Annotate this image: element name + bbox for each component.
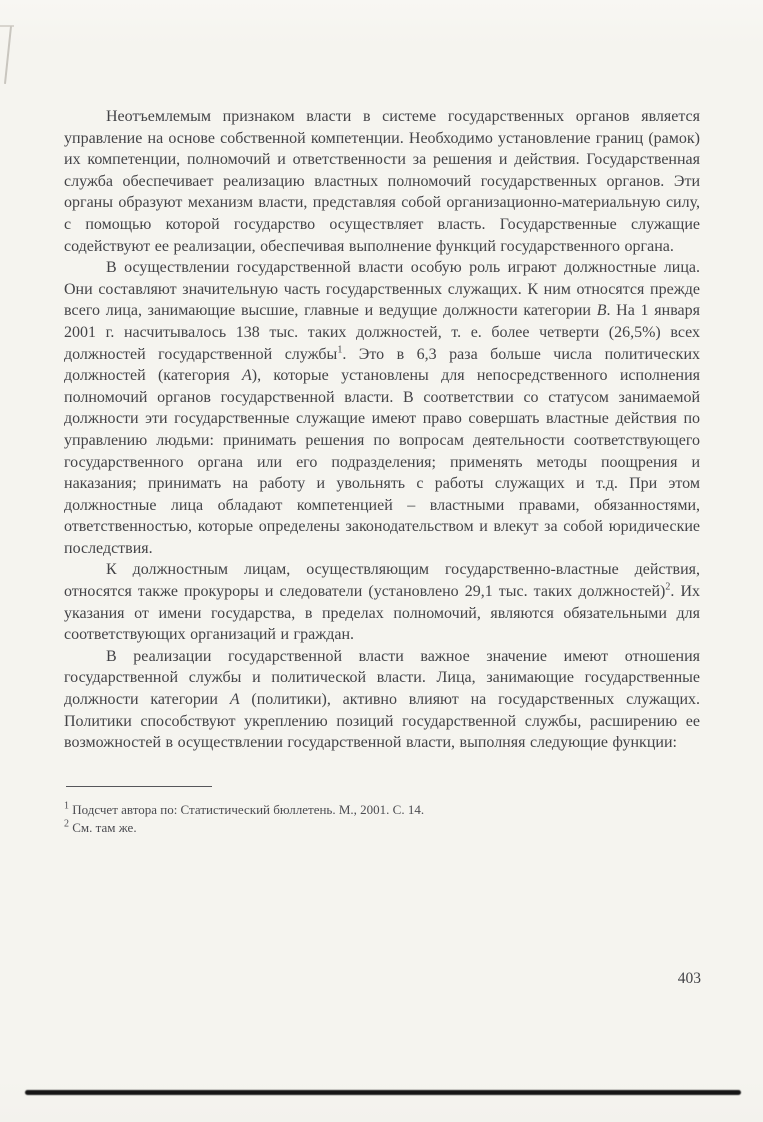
footnote-separator xyxy=(66,786,212,787)
footnote-marker: 1 xyxy=(64,800,69,812)
italic-term: А xyxy=(229,691,240,709)
paragraph xyxy=(64,257,700,559)
text-run: . Их указания от имени государства, в пределах полномочий, являются обязательными для соответствующих организаций и граждан. xyxy=(64,583,701,644)
text-run: . На 1 января 2001 г. насчитывалось 138 тыс. таких должностей, т. е. более четверти (26,5%) всех должностей государственной службы xyxy=(64,302,700,363)
text-run: (политики), активно влияют на государственных служащих. Политики способствуют укреплению позиций государственной службы, расширению ее возможностей в осуществлении государственной власти, выполняя следующие функции: xyxy=(64,691,701,752)
text-run: К должностным лицам, осуществляющим государственно-властные действия, относятся также прокуроры и следователи (установлено 29,1 тыс. таких должностей) xyxy=(64,561,700,601)
paragraph xyxy=(64,106,700,257)
footnote: $^1$ Подсчет автора по: Статистический бюллетень. М., 2001. С. 14. xyxy=(64,800,425,817)
footnote-reference: 2 xyxy=(665,581,671,593)
text-run: ), которые установлены для непосредственного исполнения полномочий органов государственной власти. В соответствии со статусом занимаемой должности эти государственные служащие имеют право совершать властные действия по управлению людьми: принимать решения по вопросам деятельности соответствующего государственного органа или его подразделения; применять методы поощрения и наказания; принимать на работу и увольнять с работы служащих и т.д. При этом должностные лица обладают компетенцией – властными правами, обязанностями, ответственностью, которые определены законодательством и влекут за собой юридические последствия. xyxy=(64,367,700,557)
body-paragraphs xyxy=(64,106,700,754)
text-run: В осуществлении государственной власти особую роль играют должностные лица. Они составляют значительную часть государственных служащих. К ним относятся прежде всего лица, занимающие высшие, главные и ведущие должности категории xyxy=(64,259,700,320)
scan-artifact-bottom-bar xyxy=(25,1090,741,1095)
footnotes-block xyxy=(64,801,700,838)
paragraph xyxy=(64,646,700,754)
footnote-marker: 2 xyxy=(64,818,69,830)
scan-edge-artifact-left xyxy=(4,26,12,84)
paragraph xyxy=(64,559,700,645)
text-run: . Это в 6,3 раза больше числа политических должностей (категория xyxy=(64,345,701,385)
page-number: 403 xyxy=(677,970,701,987)
italic-term: В xyxy=(596,302,607,320)
text-run: В реализации государственной власти важное значение имеют отношения государственной службы и политической власти. Лица, занимающие государственные должности категории xyxy=(64,647,700,709)
footnote: $^2$ См. там же. xyxy=(64,818,137,836)
footnote-reference: 1 xyxy=(337,344,343,356)
text-run: Неотъемлемым признаком власти в системе государственных органов является управление на основе собственной компетенции. Необходимо установление границ (рамок) их компетенции, полномочий и ответственности за решения и действия. Государственная служба обеспечивает реализацию властных полномочий государственных органов. Эти органы образуют механизм власти, представляя собой организационно-материальную силу, с помощью которой государство осуществляет власть. Государственные служащие содействуют ее реализации, обеспечивая выполнение функций государственного органа. xyxy=(64,108,700,255)
text-block xyxy=(64,106,700,838)
italic-term: А xyxy=(242,367,252,385)
